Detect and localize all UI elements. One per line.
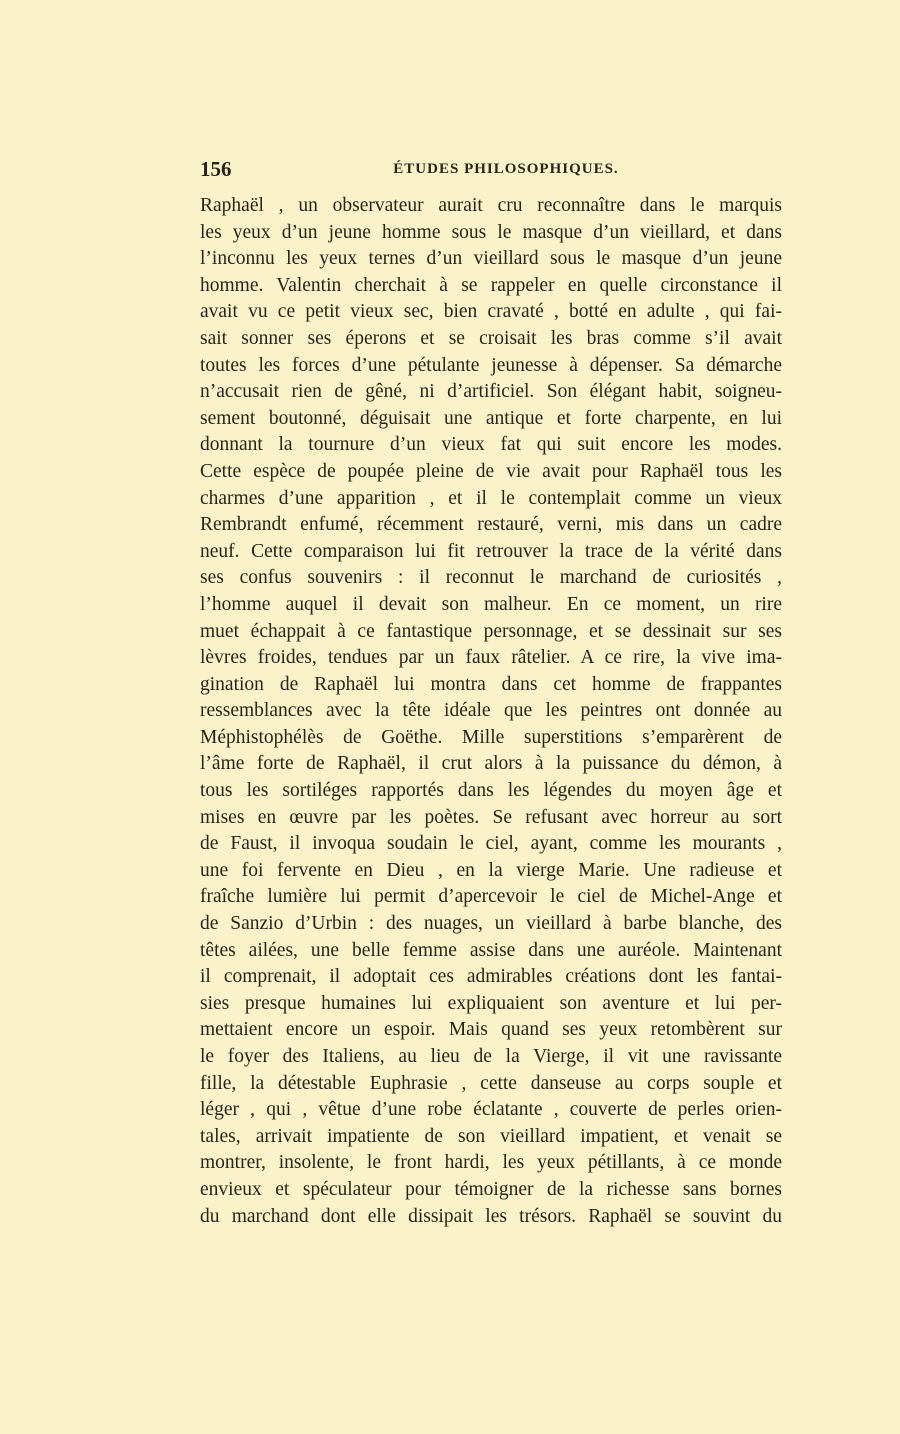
text-line: le foyer des Italiens, au lieu de la Vierge, il vit une ravissante	[200, 1046, 782, 1067]
text-line: il comprenait, il adoptait ces admirables créations dont les fantai-	[200, 966, 782, 988]
text-line: ressemblances avec la tête idéale que les peintres ont donnée au	[200, 700, 782, 722]
text-line: de Sanzio d’Urbin : des nuages, un vieillard à barbe blanche, des	[200, 913, 782, 935]
text-line: montrer, insolente, le front hardi, les yeux pétillants, à ce monde	[200, 1152, 782, 1174]
text-line: tales, arrivait impatiente de son vieillard impatient, et venait se	[200, 1125, 782, 1147]
text-line: fille, la détestable Euphrasie , cette danseuse au corps souple et	[200, 1072, 782, 1094]
running-header	[200, 157, 782, 183]
text-line: l’homme auquel il devait son malheur. En ce moment, un rire	[200, 593, 782, 615]
text-line: les yeux d’un jeune homme sous le masque d’un vieillard, et dans	[200, 221, 782, 243]
text-line: sies presque humaines lui expliquaient son aventure et lui per-	[200, 992, 782, 1014]
text-line: léger , qui , vêtue d’une robe éclatante , couverte de perles orien-	[200, 1099, 782, 1121]
text-line: l’inconnu les yeux ternes d’un vieillard sous le masque d’un jeune	[200, 248, 782, 270]
text-line: envieux et spéculateur pour témoigner de la richesse sans bornes	[200, 1178, 782, 1200]
text-line: homme. Valentin cherchait à se rappeler en quelle circonstance il	[200, 274, 782, 296]
text-line: mises en œuvre par les poètes. Se refusant avec horreur au sort	[200, 806, 782, 828]
text-line: l’âme forte de Raphaël, il crut alors à la puissance du démon, à	[200, 753, 782, 775]
text-line: gination de Raphaël lui montra dans cet homme de frappantes	[200, 673, 782, 695]
text-line: neuf. Cette comparaison lui fit retrouver la trace de la vérité dans	[200, 540, 782, 562]
text-line: fraîche lumière lui permit d’apercevoir le ciel de Michel-Ange et	[200, 886, 782, 908]
text-line: du marchand dont elle dissipait les trésors. Raphaël se souvint du	[200, 1205, 782, 1227]
page-body-text	[200, 193, 782, 1230]
text-line: donnant la tournure d’un vieux fat qui suit encore les modes.	[200, 434, 782, 456]
text-line: Raphaël , un observateur aurait cru reconnaître dans le marquis	[200, 195, 782, 216]
text-line: muet échappait à ce fantastique personnage, et se dessinait sur ses	[200, 620, 782, 642]
page-number: 156	[200, 157, 232, 181]
running-title: ÉTUDES PHILOSOPHIQUES.	[393, 161, 619, 177]
text-line: tous les sortiléges rapportés dans les légendes du moyen âge et	[200, 780, 782, 802]
text-line: charmes d’une apparition , et il le contemplait comme un vieux	[200, 487, 782, 509]
text-line: de Faust, il invoqua soudain le ciel, ayant, comme les mourants ,	[200, 833, 782, 855]
text-line: sement boutonné, déguisait une antique et forte charpente, en lui	[200, 407, 782, 429]
text-line: Rembrandt enfumé, récemment restauré, verni, mis dans un cadre	[200, 514, 782, 536]
text-line: une foi fervente en Dieu , en la vierge Marie. Une radieuse et	[200, 859, 782, 881]
text-line: toutes les forces d’une pétulante jeunesse à dépenser. Sa démarche	[200, 354, 782, 376]
text-line: lèvres froides, tendues par un faux râtelier. A ce rire, la vive ima-	[200, 647, 782, 669]
text-line: Cette espèce de poupée pleine de vie avait pour Raphaël tous les	[200, 460, 782, 482]
text-line: têtes ailées, une belle femme assise dans une auréole. Maintenant	[200, 939, 782, 961]
text-line: n’accusait rien de gêné, ni d’artificiel. Son élégant habit, soigneu-	[200, 381, 782, 403]
text-line: ses confus souvenirs : il reconnut le marchand de curiosités ,	[200, 567, 782, 589]
text-line: avait vu ce petit vieux sec, bien cravaté , botté en adulte , qui fai-	[200, 301, 782, 323]
text-line: sait sonner ses éperons et se croisait les bras comme s’il avait	[200, 327, 782, 349]
text-line: Méphistophélès de Goëthe. Mille superstitions s’emparèrent de	[200, 726, 782, 748]
text-line: mettaient encore un espoir. Mais quand ses yeux retombèrent sur	[200, 1019, 782, 1041]
